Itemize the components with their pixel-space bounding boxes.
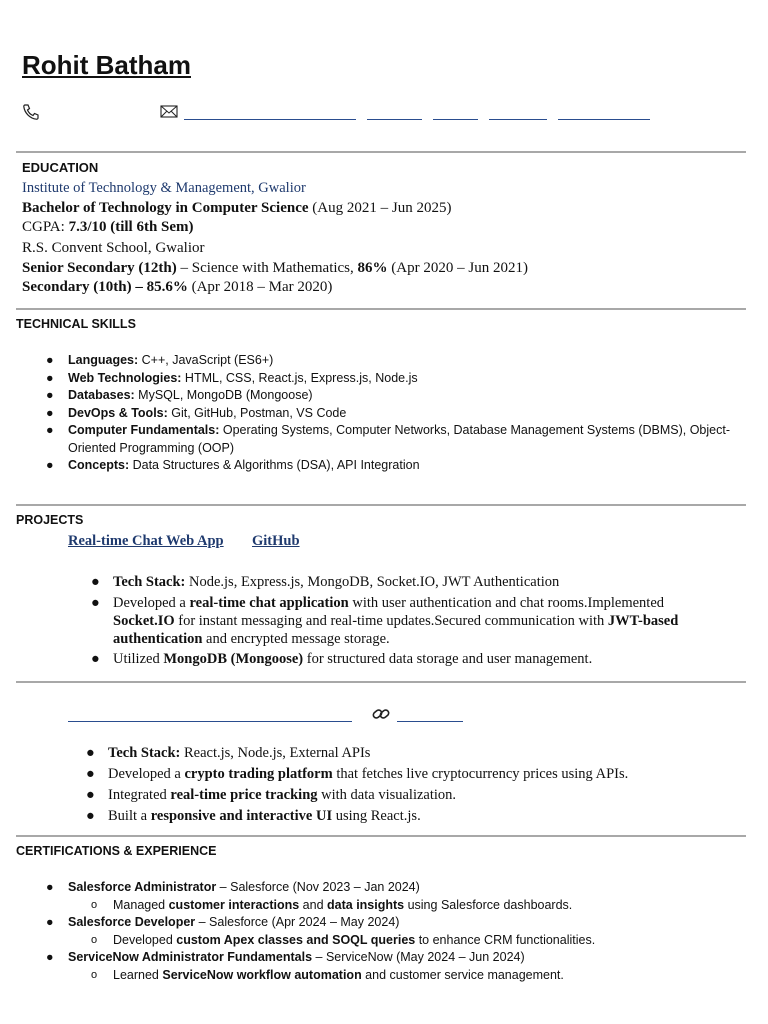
contact-link-3[interactable] bbox=[489, 119, 547, 120]
list-item: ● Concepts: Data Structures & Algorithms (DSA), API Integration bbox=[46, 458, 420, 472]
divider bbox=[16, 504, 746, 506]
link-icon bbox=[371, 705, 391, 728]
project-crypto-details bbox=[86, 744, 629, 826]
project-chat-title-link[interactable]: Real-time Chat Web App bbox=[68, 533, 224, 549]
cgpa-line: CGPA: 7.3/10 (till 6th Sem) bbox=[22, 219, 194, 235]
secondary-line: Secondary (10th) – 85.6% (Apr 2018 – Mar 2020) bbox=[22, 279, 333, 295]
email-link[interactable] bbox=[184, 119, 356, 120]
list-item: ● Developed a crypto trading platform that fetches live cryptocurrency prices using APIs. bbox=[86, 766, 629, 782]
list-item: ● Utilized MongoDB (Mongoose) for structured data storage and user management. bbox=[91, 651, 593, 667]
list-item: ● Tech Stack: React.js, Node.js, External APIs bbox=[86, 745, 371, 761]
education-heading: EDUCATION bbox=[22, 160, 99, 175]
divider bbox=[16, 308, 746, 310]
project-crypto-github-link[interactable] bbox=[397, 721, 463, 722]
project-chat-details bbox=[91, 573, 679, 669]
divider bbox=[16, 835, 746, 837]
college-name: Institute of Technology & Management, Gwalior bbox=[22, 180, 306, 196]
skills-heading: TECHNICAL SKILLS bbox=[16, 317, 136, 331]
degree-line: Bachelor of Technology in Computer Science (Aug 2021 – Jun 2025) bbox=[22, 200, 452, 216]
envelope-icon bbox=[160, 104, 178, 124]
list-item: ● Languages: C++, JavaScript (ES6+) bbox=[46, 353, 274, 367]
list-item: ● Tech Stack: Node.js, Express.js, MongoDB, Socket.IO, JWT Authentication bbox=[91, 574, 560, 590]
divider bbox=[16, 681, 746, 683]
list-item: ● Databases: MySQL, MongoDB (Mongoose) bbox=[46, 388, 313, 402]
contact-link-2[interactable] bbox=[433, 119, 478, 120]
phone-icon bbox=[22, 103, 40, 126]
candidate-name: Rohit Batham bbox=[22, 50, 191, 80]
list-item: ● Web Technologies: HTML, CSS, React.js, Express.js, Node.js bbox=[46, 370, 418, 385]
list-item: o Managed customer interactions and data insights using Salesforce dashboards. bbox=[91, 897, 573, 912]
list-item: o Developed custom Apex classes and SOQL queries to enhance CRM functionalities. bbox=[91, 932, 596, 947]
contact-link-1[interactable] bbox=[367, 119, 422, 120]
list-item: ● Salesforce Administrator – Salesforce (Nov 2023 – Jan 2024) bbox=[46, 880, 420, 894]
list-item: ● Developed a real-time chat application with user authentication and chat rooms.Implemented Socket.IO for instant messaging and real-time updates.Secured communication with JWT-based authentication and encrypted message storage. bbox=[91, 595, 679, 647]
list-item: ● DevOps & Tools: Git, GitHub, Postman, VS Code bbox=[46, 405, 347, 420]
divider bbox=[16, 151, 746, 153]
project-crypto-title-link[interactable] bbox=[68, 721, 352, 722]
project-chat-github-link[interactable]: GitHub bbox=[252, 533, 300, 549]
list-item: ● Built a responsive and interactive UI using React.js. bbox=[86, 808, 421, 824]
contact-link-4[interactable] bbox=[558, 119, 650, 120]
list-item: ● Computer Fundamentals: Operating Systems, Computer Networks, Database Management Systems (DBMS), Object- Oriented Programming (OOP) bbox=[46, 423, 731, 455]
projects-heading: PROJECTS bbox=[16, 513, 84, 527]
list-item: o Learned ServiceNow workflow automation and customer service management. bbox=[91, 967, 564, 982]
list-item: ● ServiceNow Administrator Fundamentals – ServiceNow (May 2024 – Jun 2024) bbox=[46, 950, 525, 964]
list-item: ● Salesforce Developer – Salesforce (Apr 2024 – May 2024) bbox=[46, 915, 400, 929]
skills-list bbox=[46, 352, 731, 475]
school-name: R.S. Convent School, Gwalior bbox=[22, 240, 205, 256]
certs-list bbox=[46, 879, 596, 984]
senior-secondary-line: Senior Secondary (12th) – Science with Mathematics, 86% (Apr 2020 – Jun 2021) bbox=[22, 260, 528, 276]
list-item: ● Integrated real-time price tracking with data visualization. bbox=[86, 787, 457, 803]
certs-heading: CERTIFICATIONS & EXPERIENCE bbox=[16, 844, 217, 858]
